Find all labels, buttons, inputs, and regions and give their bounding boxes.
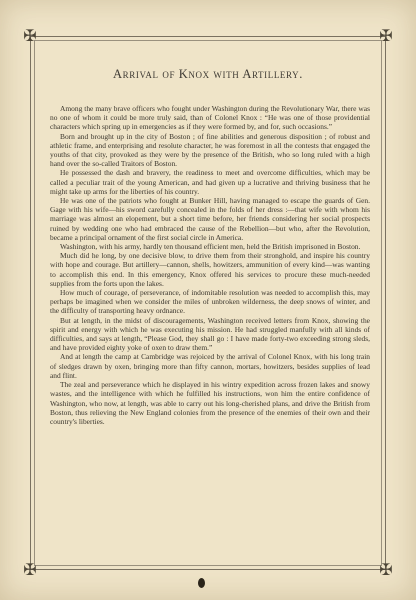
paragraph: Born and brought up in the city of Boston ; of fine abilities and generous disposition ; of robust and athletic frame, and enterprising and resolute character, he was foremost in all the contests that engaged the youths of that city, provoked as they were by the presence of the British, who so long ruled with a high hand over the so-called Traitors of Boston. [50,131,370,169]
corner-ornament-icon: ✠ [379,560,393,579]
paragraph: The zeal and perseverance which he displayed in his wintry expedition across frozen lakes and snowy wastes, and the intelligence with which he fulfilled his instructions, won him the entire confidence of Washington, who now, at length, was able to carry out his long-cherished plans, and drive the British from Boston, thus relieving the New England colonies from the presence of the enemies of their own and their country's liberties. [50,380,370,426]
punch-hole [198,578,205,588]
corner-ornament-icon: ✠ [23,26,37,45]
corner-ornament-icon: ✠ [23,560,37,579]
paragraph: Among the many brave officers who fought under Washington during the Revolutionary War, there was no one of whom it could be more truly said, than of Colonel Knox : “He was one of those providential characters which spring up in emergencies as if they were formed by, and for, such occasions.” [50,104,370,132]
paragraph: But at length, in the midst of discouragements, Washington received letters from Knox, showing the spirit and energy with which he was executing his mission. He had struggled manfully with all kinds of difficulties, and says at length, “Please God, they shall go : I have made forty-two exceeding strong sleds, and have provided eighty yoke of oxen to draw them.” [50,315,370,353]
body-text [50,104,370,426]
paragraph: He was one of the patriots who fought at Bunker Hill, having managed to escape the guards of Gen. Gage with his wife—his sword carefully concealed in the folds of her dress :—that wife with whom his marriage was almost an elopement, but a short time before, her friends considering her social prospects ruined by wedding one who had embraced the cause of the Rebellion—but who, after the Revolution, became a principal ornament of the first social circle in America. [50,196,370,242]
corner-ornament-icon: ✠ [379,26,393,45]
paragraph: Much did he long, by one decisive blow, to drive them from their stronghold, and inspire his country with hope and courage. But artillery—cannon, shells, howitzers, ammunition of every kind—was wanting to accomplish this end. In this emergency, Knox offered his services to procure these much-needed supplies from the forts upon the lakes. [50,251,370,288]
page-title: Arrival of Knox with Artillery. [113,67,303,81]
paragraph: He possessed the dash and bravery, the readiness to meet and overcome difficulties, which may be called a peculiar trait of the young American, and had given up a lucrative and thriving business that he might take up arms for the liberties of his country. [50,168,370,196]
paragraph: Washington, with his army, hardly ten thousand efficient men, held the British imprisoned in Boston. [60,242,361,252]
paragraph: How much of courage, of perseverance, of indomitable resolution was needed to accomplish this, may perhaps be imagined when we consider the miles of unbroken wilderness, the deep snows of winter, and the difficulty of transporting heavy ordnance. [50,288,370,316]
paragraph: And at length the camp at Cambridge was rejoiced by the arrival of Colonel Knox, with his long train of sledges drawn by oxen, bringing more than fifty cannon, mortars, howitzers, besides supplies of lead and flint. [50,352,370,380]
